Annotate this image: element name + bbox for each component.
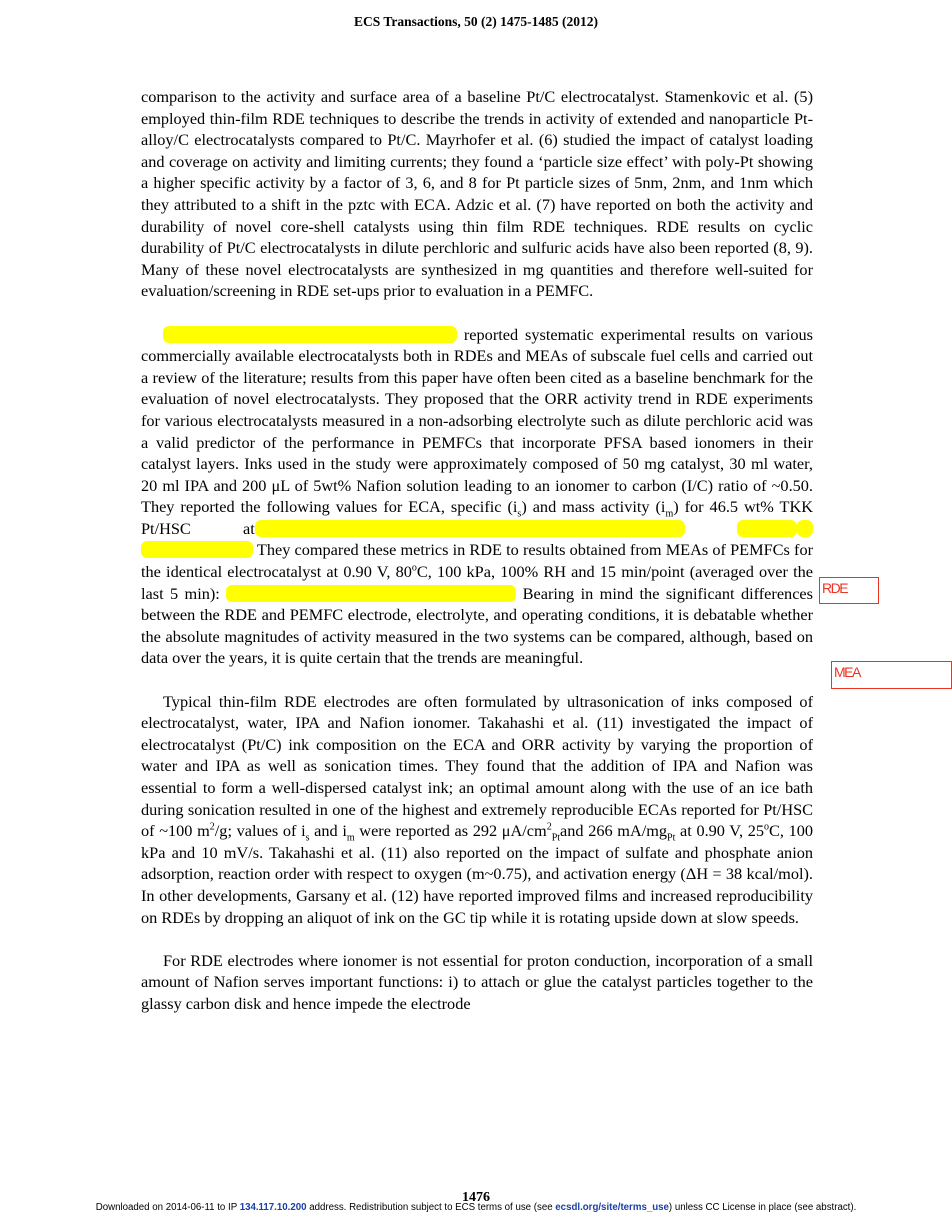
redaction-highlight xyxy=(737,520,797,537)
paragraph-1: comparison to the activity and surface area of a baseline Pt/C electrocatalyst. Stamenkovic et al. (5) employed thin-film RDE techniques to describe the trends in activity of extended and nanoparticle Pt-alloy/C electrocatalysts compared to Pt/C. Mayrhofer et al. (6) studied the impact of catalyst loading and coverage on activity and limiting currents; they found a ‘particle size effect’ with poly-Pt showing a higher specific activity by a factor of 3, 6, and 8 for Pt particle sizes of 5nm, 2nm, and 1nm which they attributed to a shift in the pztc with ECA. Adzic et al. (7) have reported on both the activity and durability of novel core-shell catalysts using thin film RDE techniques. RDE results on cyclic durability of Pt/C electrocatalysts in dilute perchloric and sulfuric acids have also been reported (8, 9). Many of these novel electrocatalysts are synthesized in mg quantities and therefore well-suited for evaluation/screening in RDE set-ups prior to evaluation in a PEMFC. xyxy=(141,87,813,301)
annotation-rde[interactable]: RDE xyxy=(819,577,879,604)
paragraph-3: Typical thin-film RDE electrodes are often formulated by ultrasonication of inks composed of electrocatalyst, water, IPA and Nafion ionomer. Takahashi et al. (11) investigated the impact of electrocatalyst (Pt/C) ink composition on the ECA and ORR activity by varying the proportion of water and IPA as well as sonication times. They found that the addition of IPA and Nafion was essential to form a well-dispersed catalyst ink; an optimal amount along with the use of an ice bath during sonication resulted in one of the highest and extremely reproducible ECAs reported for Pt/HSC of ~100 $m^2/g$; values of $i_s$ and $i_m$ were reported as 292 $\mu A/cm^2_{Pt}and$ 266 $mA/mg_{Pt}$ at 0.90 V, 25$^o$C, 100 kPa and 10 mV/s. Takahashi et al. (11) also reported on the impact of sulfate and phosphate anion adsorption, reaction order with respect to oxygen (m~0.75), and activation energy (ΔH = 38 kcal/mol). In other developments, Garsany et al. (12) have reported improved films and increased reproducibility on RDEs by dropping an aliquot of ink on the GC tip while it is rotating upside down at slow speeds. xyxy=(141,691,813,927)
paragraph-4: For RDE electrodes where ionomer is not essential for proton conduction, incorporation of a small amount of Nafion serves important functions: i) to attach or glue the catalyst particles together to the glassy carbon disk and hence impede the electrode xyxy=(141,950,813,1013)
body-text xyxy=(141,86,813,1036)
redaction-highlight xyxy=(255,520,685,537)
ip-link[interactable]: 134.117.10.200 xyxy=(239,1202,307,1213)
paragraph-2: reported systematic experimental results on various commercially available electrocatalysts both in RDEs and MEAs of subscale fuel cells and carried out a review of the literature; results from this paper have often been cited as a baseline benchmark for the evaluation of novel electrocatalysts. They proposed that the ORR activity trend in RDE experiments for various electrocatalysts measured in a non-adsorbing electrolyte such as dilute perchloric acid was a valid predictor of the performance in PEMFCs that incorporate PFSA based ionomers in their catalyst layers. Inks used in the study were approximately composed of 50 mg catalyst, 30 ml water, 20 ml IPA and 200 μL of 5wt% Nafion solution leading to an ionomer to carbon (I/C) ratio of ~0.50. They reported the following values for ECA, specific $(i_s)$ and mass activity $(i_m)$ for 46.5 wt% TKK Pt/HSC at They compared these metrics in RDE to results obtained from MEAs of PEMFCs for the identical electrocatalyst at 0.90 V, 80$^o$C, 100 kPa, 100% RH and 15 min/point (averaged over the last 5 min): Bearing in mind the significant differences between the RDE and PEMFC electrode, electrolyte, and operating conditions, it is debatable whether the absolute magnitudes of activity measured in the two systems can be compared, although, based on data over the years, it is quite certain that the trends are meaningful. xyxy=(141,324,814,668)
annotation-mea[interactable]: MEA xyxy=(831,661,952,689)
redaction-highlight xyxy=(163,326,457,343)
redaction-highlight xyxy=(797,520,813,537)
download-footer: Downloaded on 2014-06-11 to IP 134.117.10.200 address. Redistribution subject to ECS terms of use (see ecsdl.org/site/terms_use) unless CC License in place (see abstract). xyxy=(95,1202,857,1213)
redaction-highlight xyxy=(226,585,516,602)
running-header: ECS Transactions, 50 (2) 1475-1485 (2012) xyxy=(353,14,598,29)
terms-link[interactable]: ecsdl.org/site/terms_use xyxy=(555,1202,669,1213)
page-number: 1476 xyxy=(462,1190,490,1205)
redaction-highlight xyxy=(141,541,253,558)
